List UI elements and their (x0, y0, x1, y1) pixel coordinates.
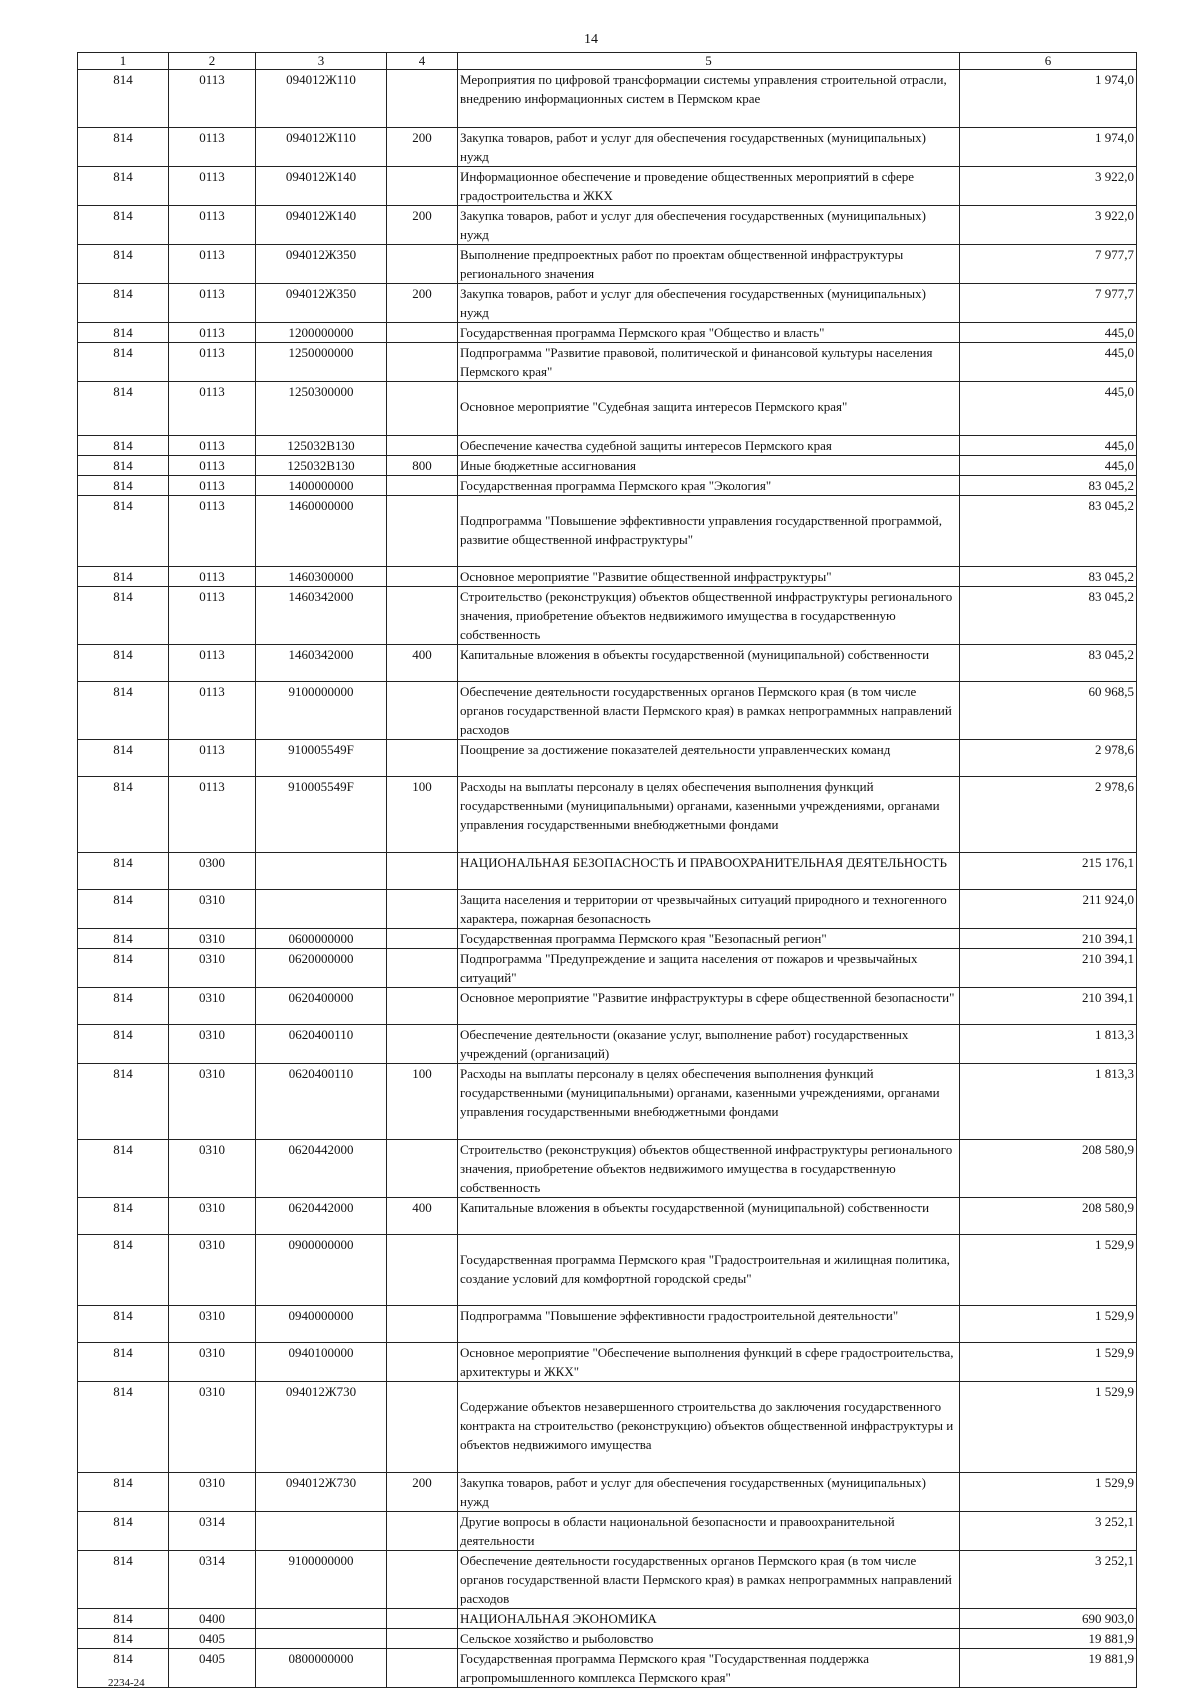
amount-cell: 1 529,9 (960, 1306, 1137, 1343)
description-cell: Обеспечение деятельности (оказание услуг, выполнение работ) государственных учреждений (организаций) (458, 1025, 960, 1064)
amount-cell: 1 974,0 (960, 128, 1137, 167)
target-article-cell: 1200000000 (256, 323, 387, 343)
section-code-cell: 0310 (169, 949, 256, 988)
table-row (78, 323, 1137, 343)
expense-type-cell (387, 682, 458, 740)
table-row (78, 567, 1137, 587)
amount-cell: 1 813,3 (960, 1064, 1137, 1140)
expense-type-cell: 100 (387, 777, 458, 853)
description-cell: Закупка товаров, работ и услуг для обеспечения государственных (муниципальных) нужд (458, 206, 960, 245)
section-code-cell: 0113 (169, 128, 256, 167)
table-row (78, 1198, 1137, 1235)
description-cell: Строительство (реконструкция) объектов общественной инфраструктуры регионального значения, приобретение объектов недвижимого имущества в государственную собственность (458, 1140, 960, 1198)
target-article-cell: 9100000000 (256, 682, 387, 740)
expense-type-cell (387, 890, 458, 929)
description-cell: Закупка товаров, работ и услуг для обеспечения государственных (муниципальных) нужд (458, 1473, 960, 1512)
ministry-code-cell: 814 (78, 1343, 169, 1382)
target-article-cell: 094012Ж350 (256, 284, 387, 323)
ministry-code-cell: 814 (78, 1235, 169, 1306)
ministry-code-cell: 814 (78, 682, 169, 740)
expense-type-cell: 100 (387, 1064, 458, 1140)
target-article-cell: 0620442000 (256, 1140, 387, 1198)
expense-type-cell (387, 1629, 458, 1649)
section-code-cell: 0113 (169, 456, 256, 476)
table-row (78, 929, 1137, 949)
amount-cell: 210 394,1 (960, 929, 1137, 949)
table-row (78, 1629, 1137, 1649)
table-row (78, 740, 1137, 777)
table-row (78, 1140, 1137, 1198)
ministry-code-cell: 814 (78, 496, 169, 567)
ministry-code-cell: 814 (78, 567, 169, 587)
table-row (78, 206, 1137, 245)
target-article-cell: 094012Ж730 (256, 1473, 387, 1512)
expense-type-cell (387, 1512, 458, 1551)
description-cell: Основное мероприятие "Судебная защита интересов Пермского края" (458, 382, 960, 436)
section-code-cell: 0310 (169, 1064, 256, 1140)
table-header (78, 53, 1137, 70)
section-code-cell: 0310 (169, 1473, 256, 1512)
ministry-code-cell: 814 (78, 929, 169, 949)
target-article-cell: 094012Ж350 (256, 245, 387, 284)
section-code-cell: 0113 (169, 476, 256, 496)
amount-cell: 7 977,7 (960, 284, 1137, 323)
header-row (78, 53, 1137, 70)
expense-type-cell (387, 949, 458, 988)
section-code-cell: 0314 (169, 1512, 256, 1551)
ministry-code-cell: 814 (78, 1198, 169, 1235)
amount-cell: 445,0 (960, 323, 1137, 343)
expense-type-cell: 800 (387, 456, 458, 476)
expense-type-cell (387, 1609, 458, 1629)
amount-cell: 1 529,9 (960, 1473, 1137, 1512)
target-article-cell: 1460342000 (256, 645, 387, 682)
ministry-code-cell: 814 (78, 1140, 169, 1198)
expense-type-cell (387, 1140, 458, 1198)
ministry-code-cell: 814 (78, 777, 169, 853)
table-row (78, 167, 1137, 206)
target-article-cell: 0620000000 (256, 949, 387, 988)
table-body (78, 70, 1137, 1688)
section-code-cell: 0405 (169, 1649, 256, 1688)
target-article-cell: 9100000000 (256, 1551, 387, 1609)
expense-type-cell (387, 70, 458, 128)
expense-type-cell (387, 567, 458, 587)
section-code-cell: 0310 (169, 890, 256, 929)
expense-type-cell (387, 382, 458, 436)
target-article-cell: 125032В130 (256, 456, 387, 476)
amount-cell: 690 903,0 (960, 1609, 1137, 1629)
target-article-cell: 094012Ж110 (256, 70, 387, 128)
amount-cell: 83 045,2 (960, 567, 1137, 587)
ministry-code-cell: 814 (78, 1629, 169, 1649)
ministry-code-cell: 814 (78, 587, 169, 645)
target-article-cell: 0620400000 (256, 988, 387, 1025)
amount-cell: 83 045,2 (960, 645, 1137, 682)
section-code-cell: 0113 (169, 70, 256, 128)
table-row (78, 890, 1137, 929)
amount-cell: 1 974,0 (960, 70, 1137, 128)
table-row (78, 456, 1137, 476)
section-code-cell: 0113 (169, 245, 256, 284)
description-cell: Государственная программа Пермского края "Государственная поддержка агропромышленного комплекса Пермского края" (458, 1649, 960, 1688)
section-code-cell: 0310 (169, 1025, 256, 1064)
description-cell: Расходы на выплаты персоналу в целях обеспечения выполнения функций государственными (муниципальными) органами, казенными учреждениями, органами управления государственными внебюджетными фондами (458, 1064, 960, 1140)
footer-code: 2234-24 (108, 1677, 145, 1689)
ministry-code-cell: 814 (78, 1064, 169, 1140)
expense-type-cell: 200 (387, 284, 458, 323)
expense-type-cell (387, 1382, 458, 1473)
amount-cell: 3 922,0 (960, 206, 1137, 245)
description-cell: Капитальные вложения в объекты государственной (муниципальной) собственности (458, 645, 960, 682)
description-cell: Мероприятия по цифровой трансформации системы управления строительной отрасли, внедрению информационных систем в Пермском крае (458, 70, 960, 128)
target-article-cell (256, 890, 387, 929)
expense-type-cell (387, 1306, 458, 1343)
expense-type-cell (387, 1235, 458, 1306)
target-article-cell: 1250300000 (256, 382, 387, 436)
target-article-cell: 0940100000 (256, 1343, 387, 1382)
expense-type-cell: 400 (387, 645, 458, 682)
description-cell: Государственная программа Пермского края "Экология" (458, 476, 960, 496)
description-cell: Подпрограмма "Развитие правовой, политической и финансовой культуры населения Пермского края" (458, 343, 960, 382)
ministry-code-cell: 814 (78, 245, 169, 284)
amount-cell: 7 977,7 (960, 245, 1137, 284)
description-cell: Подпрограмма "Предупреждение и защита населения от пожаров и чрезвычайных ситуаций" (458, 949, 960, 988)
ministry-code-cell: 814 (78, 128, 169, 167)
description-cell: Обеспечение деятельности государственных органов Пермского края (в том числе органов государственной власти Пермского края) в рамках непрограммных направлений расходов (458, 682, 960, 740)
amount-cell: 3 252,1 (960, 1512, 1137, 1551)
table-row (78, 1306, 1137, 1343)
section-code-cell: 0113 (169, 323, 256, 343)
expense-type-cell (387, 1025, 458, 1064)
amount-cell: 19 881,9 (960, 1649, 1137, 1688)
description-cell: Другие вопросы в области национальной безопасности и правоохранительной деятельности (458, 1512, 960, 1551)
ministry-code-cell: 814 (78, 645, 169, 682)
ministry-code-cell: 814 (78, 167, 169, 206)
table-row (78, 853, 1137, 890)
section-code-cell: 0113 (169, 343, 256, 382)
target-article-cell: 0940000000 (256, 1306, 387, 1343)
section-code-cell: 0310 (169, 1140, 256, 1198)
table-row (78, 1649, 1137, 1688)
ministry-code-cell: 814 (78, 436, 169, 456)
description-cell: НАЦИОНАЛЬНАЯ ЭКОНОМИКА (458, 1609, 960, 1629)
description-cell: Иные бюджетные ассигнования (458, 456, 960, 476)
table-row (78, 1064, 1137, 1140)
expense-type-cell (387, 988, 458, 1025)
expense-type-cell (387, 929, 458, 949)
ministry-code-cell: 814 (78, 456, 169, 476)
section-code-cell: 0113 (169, 436, 256, 456)
page-number: 14 (584, 32, 598, 47)
ministry-code-cell: 814 (78, 949, 169, 988)
description-cell: Основное мероприятие "Развитие общественной инфраструктуры" (458, 567, 960, 587)
ministry-code-cell: 814 (78, 1473, 169, 1512)
expense-type-cell (387, 343, 458, 382)
amount-cell: 445,0 (960, 436, 1137, 456)
target-article-cell: 094012Ж110 (256, 128, 387, 167)
target-article-cell (256, 1512, 387, 1551)
description-cell: Поощрение за достижение показателей деятельности управленческих команд (458, 740, 960, 777)
section-code-cell: 0310 (169, 929, 256, 949)
expense-type-cell (387, 496, 458, 567)
target-article-cell: 094012Ж730 (256, 1382, 387, 1473)
description-cell: Закупка товаров, работ и услуг для обеспечения государственных (муниципальных) нужд (458, 128, 960, 167)
table-row (78, 1512, 1137, 1551)
amount-cell: 19 881,9 (960, 1629, 1137, 1649)
amount-cell: 445,0 (960, 382, 1137, 436)
section-code-cell: 0113 (169, 382, 256, 436)
amount-cell: 83 045,2 (960, 496, 1137, 567)
description-cell: Строительство (реконструкция) объектов общественной инфраструктуры регионального значения, приобретение объектов недвижимого имущества в государственную собственность (458, 587, 960, 645)
expense-type-cell (387, 853, 458, 890)
target-article-cell: 1460000000 (256, 496, 387, 567)
ministry-code-cell: 814 (78, 1609, 169, 1629)
amount-cell: 83 045,2 (960, 476, 1137, 496)
table-row (78, 496, 1137, 567)
amount-cell: 3 252,1 (960, 1551, 1137, 1609)
expense-type-cell (387, 245, 458, 284)
ministry-code-cell: 814 (78, 284, 169, 323)
description-cell: Обеспечение деятельности государственных органов Пермского края (в том числе органов государственной власти Пермского края) в рамках непрограммных направлений расходов (458, 1551, 960, 1609)
section-code-cell: 0113 (169, 682, 256, 740)
target-article-cell (256, 1629, 387, 1649)
expense-type-cell (387, 476, 458, 496)
target-article-cell: 910005549F (256, 777, 387, 853)
description-cell: Закупка товаров, работ и услуг для обеспечения государственных (муниципальных) нужд (458, 284, 960, 323)
section-code-cell: 0113 (169, 167, 256, 206)
table-row (78, 645, 1137, 682)
section-code-cell: 0113 (169, 587, 256, 645)
ministry-code-cell: 814 (78, 740, 169, 777)
section-code-cell: 0310 (169, 1306, 256, 1343)
ministry-code-cell: 814 (78, 1025, 169, 1064)
table-row (78, 284, 1137, 323)
section-code-cell: 0400 (169, 1609, 256, 1629)
section-code-cell: 0405 (169, 1629, 256, 1649)
amount-cell: 445,0 (960, 343, 1137, 382)
description-cell: Основное мероприятие "Развитие инфраструктуры в сфере общественной безопасности" (458, 988, 960, 1025)
amount-cell: 445,0 (960, 456, 1137, 476)
expense-type-cell (387, 436, 458, 456)
target-article-cell: 1400000000 (256, 476, 387, 496)
section-code-cell: 0300 (169, 853, 256, 890)
section-code-cell: 0113 (169, 777, 256, 853)
expense-type-cell: 400 (387, 1198, 458, 1235)
table-row (78, 382, 1137, 436)
header-col-1: 1 (78, 53, 169, 70)
section-code-cell: 0113 (169, 740, 256, 777)
amount-cell: 208 580,9 (960, 1140, 1137, 1198)
ministry-code-cell: 814 (78, 206, 169, 245)
target-article-cell: 910005549F (256, 740, 387, 777)
amount-cell: 1 529,9 (960, 1343, 1137, 1382)
section-code-cell: 0310 (169, 1382, 256, 1473)
expense-type-cell (387, 1551, 458, 1609)
ministry-code-cell: 814 (78, 890, 169, 929)
ministry-code-cell: 814 (78, 476, 169, 496)
expense-type-cell (387, 740, 458, 777)
header-col-5: 5 (458, 53, 960, 70)
amount-cell: 210 394,1 (960, 949, 1137, 988)
description-cell: Выполнение предпроектных работ по проектам общественной инфраструктуры регионального значения (458, 245, 960, 284)
expense-type-cell (387, 1343, 458, 1382)
table-row (78, 682, 1137, 740)
expense-type-cell (387, 167, 458, 206)
section-code-cell: 0113 (169, 206, 256, 245)
expense-type-cell: 200 (387, 1473, 458, 1512)
table-row (78, 1609, 1137, 1629)
table-row (78, 1551, 1137, 1609)
amount-cell: 211 924,0 (960, 890, 1137, 929)
description-cell: Подпрограмма "Повышение эффективности управления государственной программой, развитие общественной инфраструктуры" (458, 496, 960, 567)
description-cell: Защита населения и территории от чрезвычайных ситуаций природного и техногенного характера, пожарная безопасность (458, 890, 960, 929)
amount-cell: 3 922,0 (960, 167, 1137, 206)
description-cell: Расходы на выплаты персоналу в целях обеспечения выполнения функций государственными (муниципальными) органами, казенными учреждениями, органами управления государственными внебюджетными фондами (458, 777, 960, 853)
section-code-cell: 0113 (169, 284, 256, 323)
section-code-cell: 0310 (169, 1198, 256, 1235)
header-col-2: 2 (169, 53, 256, 70)
ministry-code-cell: 814 (78, 1306, 169, 1343)
table-row (78, 949, 1137, 988)
description-cell: Содержание объектов незавершенного строительства до заключения государственного контракта на строительство (реконструкцию) объектов общественной инфраструктуры и объектов недвижимого имущества (458, 1382, 960, 1473)
table-row (78, 1025, 1137, 1064)
description-cell: Информационное обеспечение и проведение общественных мероприятий в сфере градостроительства и ЖКХ (458, 167, 960, 206)
description-cell: Обеспечение качества судебной защиты интересов Пермского края (458, 436, 960, 456)
section-code-cell: 0113 (169, 645, 256, 682)
table-row (78, 476, 1137, 496)
section-code-cell: 0113 (169, 496, 256, 567)
amount-cell: 1 529,9 (960, 1382, 1137, 1473)
target-article-cell: 094012Ж140 (256, 167, 387, 206)
table-row (78, 245, 1137, 284)
amount-cell: 83 045,2 (960, 587, 1137, 645)
description-cell: НАЦИОНАЛЬНАЯ БЕЗОПАСНОСТЬ И ПРАВООХРАНИТЕЛЬНАЯ ДЕЯТЕЛЬНОСТЬ (458, 853, 960, 890)
target-article-cell: 094012Ж140 (256, 206, 387, 245)
ministry-code-cell: 814 (78, 70, 169, 128)
description-cell: Государственная программа Пермского края "Безопасный регион" (458, 929, 960, 949)
target-article-cell: 0900000000 (256, 1235, 387, 1306)
target-article-cell: 0620400110 (256, 1064, 387, 1140)
table-row (78, 988, 1137, 1025)
section-code-cell: 0310 (169, 988, 256, 1025)
table-row (78, 70, 1137, 128)
ministry-code-cell: 814 (78, 1649, 169, 1688)
target-article-cell: 0800000000 (256, 1649, 387, 1688)
expense-type-cell (387, 1649, 458, 1688)
table-row (78, 343, 1137, 382)
target-article-cell: 0600000000 (256, 929, 387, 949)
amount-cell: 210 394,1 (960, 988, 1137, 1025)
section-code-cell: 0310 (169, 1235, 256, 1306)
ministry-code-cell: 814 (78, 1382, 169, 1473)
ministry-code-cell: 814 (78, 382, 169, 436)
expense-type-cell: 200 (387, 206, 458, 245)
target-article-cell: 1460342000 (256, 587, 387, 645)
amount-cell: 208 580,9 (960, 1198, 1137, 1235)
table-row (78, 128, 1137, 167)
ministry-code-cell: 814 (78, 988, 169, 1025)
amount-cell: 2 978,6 (960, 777, 1137, 853)
header-col-3: 3 (256, 53, 387, 70)
target-article-cell: 125032В130 (256, 436, 387, 456)
target-article-cell: 1460300000 (256, 567, 387, 587)
ministry-code-cell: 814 (78, 343, 169, 382)
description-cell: Основное мероприятие "Обеспечение выполнения функций в сфере градостроительства, архитектуры и ЖКХ" (458, 1343, 960, 1382)
target-article-cell: 1250000000 (256, 343, 387, 382)
description-cell: Государственная программа Пермского края "Градостроительная и жилищная политика, создание условий для комфортной городской среды" (458, 1235, 960, 1306)
ministry-code-cell: 814 (78, 853, 169, 890)
amount-cell: 1 813,3 (960, 1025, 1137, 1064)
table-row (78, 587, 1137, 645)
table-row (78, 1473, 1137, 1512)
ministry-code-cell: 814 (78, 1551, 169, 1609)
expense-type-cell (387, 587, 458, 645)
target-article-cell (256, 1609, 387, 1629)
description-cell: Государственная программа Пермского края "Общество и власть" (458, 323, 960, 343)
expense-type-cell (387, 323, 458, 343)
expense-type-cell: 200 (387, 128, 458, 167)
section-code-cell: 0314 (169, 1551, 256, 1609)
target-article-cell (256, 853, 387, 890)
header-col-4: 4 (387, 53, 458, 70)
amount-cell: 2 978,6 (960, 740, 1137, 777)
budget-table (77, 52, 1137, 1688)
section-code-cell: 0310 (169, 1343, 256, 1382)
ministry-code-cell: 814 (78, 323, 169, 343)
amount-cell: 60 968,5 (960, 682, 1137, 740)
target-article-cell: 0620400110 (256, 1025, 387, 1064)
header-col-6: 6 (960, 53, 1137, 70)
ministry-code-cell: 814 (78, 1512, 169, 1551)
table-row (78, 1343, 1137, 1382)
table-row (78, 1235, 1137, 1306)
amount-cell: 1 529,9 (960, 1235, 1137, 1306)
description-cell: Сельское хозяйство и рыболовство (458, 1629, 960, 1649)
description-cell: Подпрограмма "Повышение эффективности градостроительной деятельности" (458, 1306, 960, 1343)
section-code-cell: 0113 (169, 567, 256, 587)
table-row (78, 436, 1137, 456)
amount-cell: 215 176,1 (960, 853, 1137, 890)
description-cell: Капитальные вложения в объекты государственной (муниципальной) собственности (458, 1198, 960, 1235)
table-row (78, 777, 1137, 853)
target-article-cell: 0620442000 (256, 1198, 387, 1235)
table-row (78, 1382, 1137, 1473)
